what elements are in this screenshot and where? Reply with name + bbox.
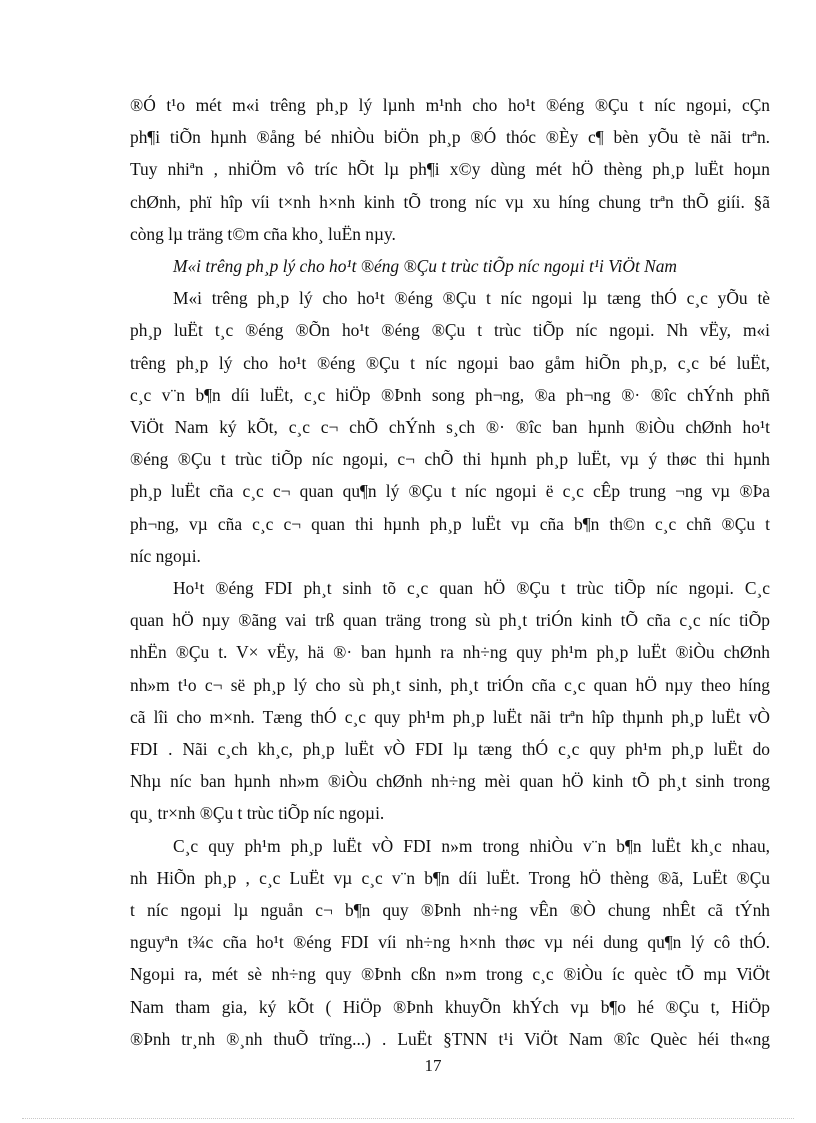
text-line: nhËn ®Çu t. V× vËy, hä ®· ban hµnh ra nh÷ng quy ph¹m ph¸p luËt ®iÒu chØnh: [130, 642, 770, 663]
text-line: C¸c quy ph¹m ph¸p luËt vÒ FDI n»m trong nhiÒu v¨n b¶n luËt kh¸c nhau,: [173, 835, 770, 856]
text-line: FDI . Nãi c¸ch kh¸c, ph¸p luËt vÒ FDI lµ tæng thÓ c¸c quy ph¹m ph¸p luËt do: [130, 739, 770, 760]
text-line: nh HiÕn ph¸p , c¸c LuËt vµ c¸c v¨n b¶n díi luËt. Trong hÖ thèng ®ã, LuËt ®Çu: [130, 867, 770, 888]
text-line: t níc ngoµi lµ nguån c¬ b¶n quy ®Þnh nh÷ng vÊn ®Ò chung nhÊt cã tÝnh: [130, 900, 770, 921]
heading-text: M«i trêng ph¸p lý cho ho¹t ®éng ®Çu t trùc tiÕp níc ngoµi t¹i ViÖt Nam: [173, 256, 677, 277]
text-line: Tuy nhiªn , nhiÖm vô tríc hÕt lµ ph¶i x©y dùng mét hÖ thèng ph¸p luËt hoµn: [130, 159, 770, 180]
text-line: ®Ó t¹o mét m«i trêng ph¸p lý lµnh m¹nh cho ho¹t ®éng ®Çu t níc ngoµi, cÇn: [130, 95, 770, 115]
text-line: M«i trêng ph¸p lý cho ho¹t ®éng ®Çu t níc ngoµi lµ tæng thÓ c¸c yÕu tè: [173, 288, 770, 309]
text-line: ph¸p luËt t¸c ®éng ®Õn ho¹t ®éng ®Çu t trùc tiÕp níc ngoµi. Nh vËy, m«i: [130, 320, 770, 341]
text-line: nguyªn t¾c cña ho¹t ®éng FDI víi nh÷ng h×nh thøc vµ néi dung qu¶n lý cô thÓ.: [130, 932, 770, 953]
text-line: quan hÖ nµy ®ãng vai trß quan träng trong sù ph¸t triÓn kinh tÕ cña c¸c níc tiÕp: [130, 610, 770, 631]
body-text: [130, 89, 770, 1055]
text-line: ®éng ®Çu t trùc tiÕp níc ngoµi, c¬ chÕ thi hµnh ph¸p luËt, vµ ý thøc thi hµnh: [130, 449, 770, 470]
text-line: Ngoµi ra, mét sè nh÷ng quy ®Þnh cßn n»m trong c¸c ®iÒu íc quèc tÕ mµ ViÖt: [130, 964, 770, 985]
text-line: nh»m t¹o c¬ së ph¸p lý cho sù ph¸t sinh, ph¸t triÓn cña c¸c quan hÖ nµy theo híng: [130, 674, 770, 695]
text-line: Nam tham gia, ký kÕt ( HiÖp ®Þnh khuyÕn khÝch vµ b¶o hé ®Çu t, HiÖp: [130, 996, 770, 1017]
text-line: Ho¹t ®éng FDI ph¸t sinh tõ c¸c quan hÖ ®Çu t trùc tiÕp níc ngoµi. C¸c: [173, 578, 770, 599]
text-line: trêng ph¸p lý cho ho¹t ®éng ®Çu t níc ngoµi bao gåm hiÕn ph¸p, c¸c bé luËt,: [130, 352, 770, 373]
page-bottom-rule: [22, 1118, 794, 1119]
paragraph-legal-norms: [130, 830, 770, 1055]
paragraph-fdi-relations: [130, 572, 770, 830]
page-number: 17: [424, 1056, 442, 1075]
text-line: Nhµ níc ban hµnh nh»m ®iÒu chØnh nh÷ng mèi quan hÖ kinh tÕ ph¸t sinh trong: [130, 771, 770, 792]
text-line: c¸c v¨n b¶n díi luËt, c¸c hiÖp ®Þnh song ph¬ng, ®a ph¬ng ®· ®îc chÝnh phñ: [130, 384, 770, 405]
text-line: chØnh, phï hîp víi t×nh h×nh kinh tÕ trong níc vµ xu híng chung trªn thÕ giíi. §ã: [130, 191, 770, 212]
text-line: qu¸ tr×nh ®Çu t trùc tiÕp níc ngoµi.: [130, 803, 385, 824]
text-line: cã lîi cho m×nh. Tæng thÓ c¸c quy ph¹m ph¸p luËt nãi trªn hîp thµnh ph¸p luËt vÒ: [130, 706, 770, 727]
paragraph-intro: [130, 89, 770, 250]
text-line: còng lµ träng t©m cña kho¸ luËn nµy.: [130, 223, 396, 244]
text-line: ph¬ng, vµ cña c¸c c¬ quan thi hµnh ph¸p luËt vµ cña b¶n th©n c¸c chñ ®Çu t: [130, 513, 770, 534]
text-line: ph¸p luËt cña c¸c c¬ quan qu¶n lý ®Çu t níc ngoµi ë c¸c cÊp trung ¬ng vµ ®Þa: [130, 481, 770, 502]
text-line: ®Þnh tr¸nh ®¸nh thuÕ trïng...) . LuËt §TNN t¹i ViÖt Nam ®îc Quèc héi th«ng: [130, 1028, 770, 1049]
text-line: ViÖt Nam ký kÕt, c¸c c¬ chÕ chÝnh s¸ch ®· ®îc ban hµnh ®iÒu chØnh ho¹t: [130, 417, 770, 438]
text-line: níc ngoµi.: [130, 545, 201, 566]
section-heading: [130, 250, 770, 282]
text-line: ph¶i tiÕn hµnh ®ång bé nhiÒu biÖn ph¸p ®Ó thóc ®Èy c¶ bèn yÕu tè nãi trªn.: [130, 127, 770, 148]
paragraph-legal-environment: [130, 282, 770, 572]
